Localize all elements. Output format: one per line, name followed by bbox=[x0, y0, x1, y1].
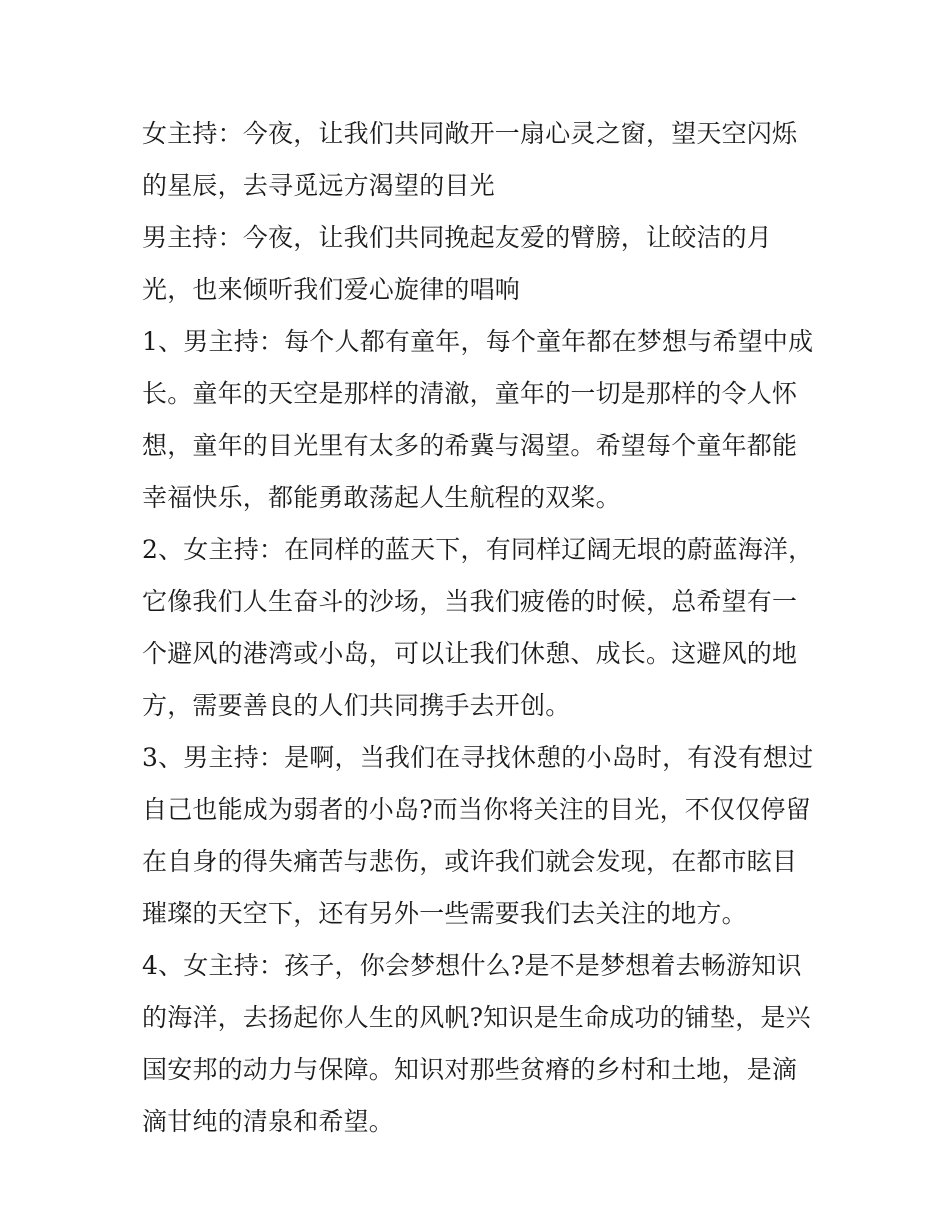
paragraph-male-host-opening: 男主持：今夜，让我们共同挽起友爱的臂膀，让皎洁的月光，也来倾听我们爱心旋律的唱响 bbox=[142, 223, 773, 304]
document-body bbox=[142, 108, 822, 1148]
paragraph-1-male-host: 1、男主持：每个人都有童年，每个童年都在梦想与希望中成长。童年的天空是那样的清澈，童年的一切是那样的令人怀想，童年的目光里有太多的希冀与渴望。希望每个童年都能幸福快乐，都能勇敢荡起人生航程的双桨。 bbox=[142, 327, 814, 512]
paragraph-3-male-host: 3、男主持：是啊，当我们在寻找休憩的小岛时，有没有想过自己也能成为弱者的小岛?而当你将关注的目光，不仅仅停留在自身的得失痛苦与悲伤，或许我们就会发现，在都市眩目璀璨的天空下，还有另外一些需要我们去关注的地方。 bbox=[142, 743, 814, 928]
paragraph-female-host-opening: 女主持：今夜，让我们共同敞开一扇心灵之窗，望天空闪烁的星辰，去寻觅远方渴望的目光 bbox=[142, 119, 798, 200]
paragraph-4-female-host: 4、女主持：孩子，你会梦想什么?是不是梦想着去畅游知识的海洋，去扬起你人生的风帆?知识是生命成功的铺垫，是兴国安邦的动力与保障。知识对那些贫瘠的乡村和土地，是滴滴甘纯的清泉和希望。 bbox=[142, 951, 811, 1136]
paragraph-2-female-host: 2、女主持：在同样的蓝天下，有同样辽阔无垠的蔚蓝海洋，它像我们人生奋斗的沙场，当我们疲倦的时候，总希望有一个避风的港湾或小岛，可以让我们休憩、成长。这避风的地方，需要善良的人们共同携手去开创。 bbox=[142, 535, 814, 720]
